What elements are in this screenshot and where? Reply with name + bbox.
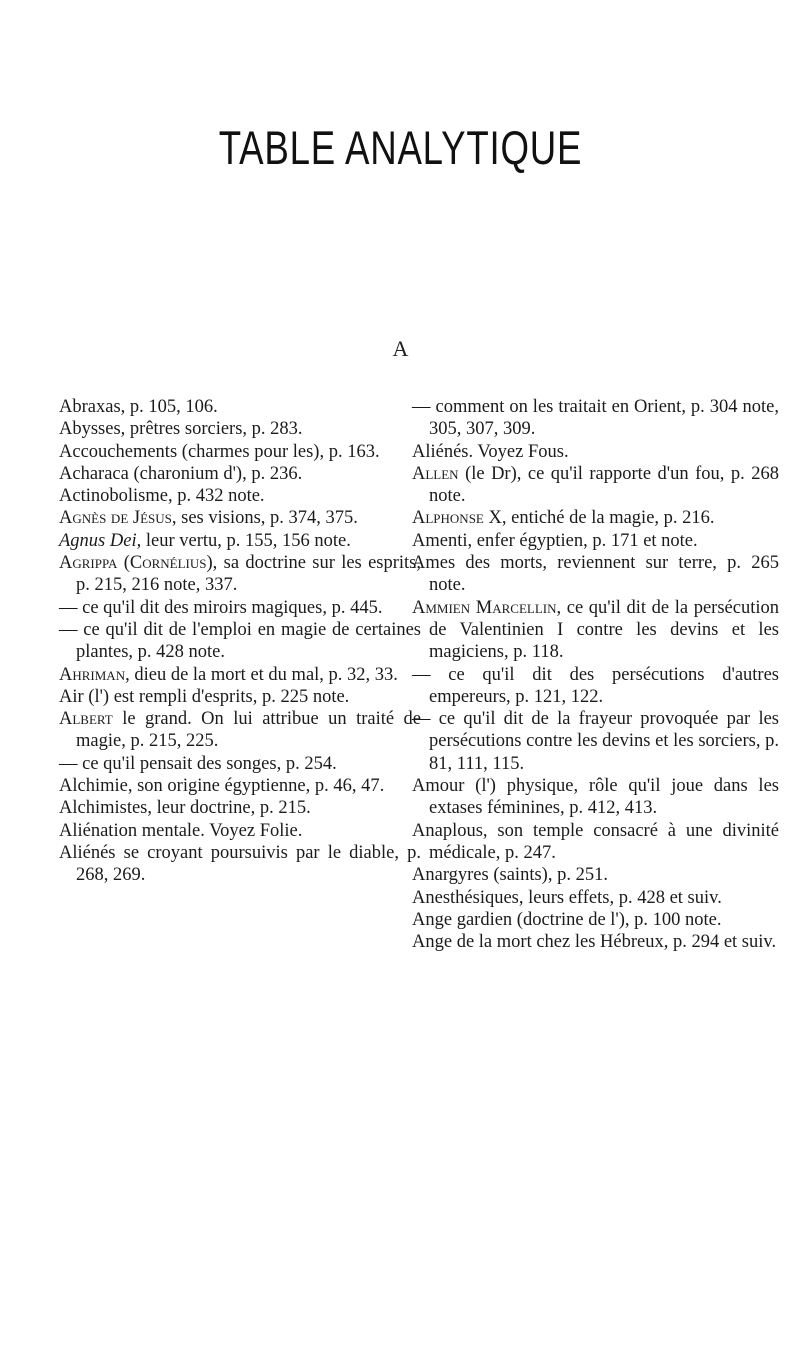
entry-head: Albert — [59, 709, 113, 730]
entry-head: Abysses — [59, 419, 121, 440]
index-column-right — [412, 396, 779, 953]
index-entry — [412, 909, 779, 931]
entry-text: le grand. On lui attribue un traité de magie, p. 215, 225. — [76, 709, 421, 752]
entry-text: , son temple consacré à une divinité médicale, p. 247. — [429, 820, 779, 863]
entry-text: , ce qu'il dit de la persécution de Valentinien I contre les devins et les magiciens, p. 118. — [429, 597, 779, 663]
entry-text: , sa doctrine sur les esprits, p. 215, 216 note, 337. — [76, 553, 421, 596]
entry-head: Accouchements — [59, 441, 178, 462]
index-entry — [59, 485, 421, 507]
entry-text: (l') est rempli d'esprits, p. 225 note. — [83, 686, 350, 707]
entry-text: gardien (doctrine de l'), p. 100 note. — [452, 909, 722, 930]
index-entry — [59, 530, 421, 552]
entry-head: Alchimie — [59, 776, 128, 797]
entry-text: — ce qu'il dit des miroirs magiques, p. 445. — [59, 597, 383, 618]
index-entry — [412, 463, 779, 508]
entry-text: , p. 432 note. — [167, 486, 265, 507]
entry-text: — ce qu'il dit de la frayeur provoquée par les persécutions contre les devins et les sorciers, p. 81, 111, 115. — [412, 709, 779, 774]
entry-head: Amour — [412, 776, 465, 797]
index-entry — [59, 820, 421, 842]
index-column-left — [59, 396, 421, 887]
entry-head: Anaplous — [412, 820, 483, 841]
entry-text: de la mort chez les Hébreux, p. 294 et suiv. — [452, 932, 777, 953]
index-entry — [59, 418, 421, 440]
entry-head: Ange — [412, 932, 453, 953]
entry-text: se croyant poursuivis par le diable, p. 268, 269. — [76, 842, 421, 886]
page-title: TABLE ANALYTIQUE — [218, 121, 583, 174]
entry-text: (saints), p. 251. — [488, 865, 608, 886]
entry-head: Actinobolisme — [59, 486, 168, 507]
entry-text: , enfer égyptien, p. 171 et note. — [467, 530, 698, 551]
index-entry — [412, 887, 779, 909]
section-letter: A — [392, 336, 409, 361]
index-entry — [59, 441, 421, 463]
entry-text: , son origine égyptienne, p. 46, 47. — [127, 776, 385, 797]
entry-head: Amenti — [412, 530, 468, 551]
entry-text: des morts, reviennent sur terre, p. 265 note. — [429, 553, 779, 596]
entry-text: (le Dr), ce qu'il rapporte d'un fou, p. 268 note. — [429, 463, 779, 507]
index-entry — [412, 664, 779, 709]
entry-text: — ce qu'il dit des persécutions d'autres empereurs, p. 121, 122. — [412, 664, 779, 707]
entry-head: Air — [59, 686, 84, 707]
entry-head: Acharaca — [59, 463, 129, 484]
entry-text: (charonium d'), p. 236. — [128, 463, 303, 484]
entry-text: , p. 105, 106. — [120, 397, 218, 417]
index-entry — [59, 842, 421, 887]
index-entry — [59, 686, 421, 708]
entry-text: (charmes pour les), p. 163. — [177, 441, 380, 462]
entry-text: — comment on les traitait en Orient, p. 304 note, 305, 307, 309. — [412, 397, 779, 440]
index-entry — [412, 530, 779, 552]
index-entry — [59, 463, 421, 485]
entry-text: — ce qu'il dit de l'emploi en magie de certaines plantes, p. 428 note. — [59, 619, 421, 663]
entry-head: Ange — [412, 909, 453, 930]
index-entry — [412, 820, 779, 865]
index-entry — [412, 552, 779, 597]
index-entry — [59, 708, 421, 753]
entry-head: Allen — [412, 463, 459, 484]
index-entry — [412, 441, 779, 463]
index-entry — [59, 775, 421, 797]
index-entry — [59, 507, 421, 529]
index-entry — [412, 775, 779, 820]
index-entry — [412, 864, 779, 886]
index-entry — [412, 931, 779, 953]
entry-head: Ahriman — [59, 664, 126, 685]
index-entry — [59, 797, 421, 819]
index-entry — [59, 753, 421, 775]
entry-text: , leurs effets, p. 428 et suiv. — [518, 887, 722, 908]
entry-head: Ames — [412, 553, 456, 574]
entry-text: — ce qu'il pensait des songes, p. 254. — [59, 753, 337, 774]
entry-text: , ses visions, p. 374, 375. — [171, 508, 358, 529]
index-entry — [412, 396, 779, 441]
entry-text: , leur doctrine, p. 215. — [147, 798, 311, 819]
index-entry — [59, 597, 421, 619]
entry-head: Abraxas — [59, 397, 121, 417]
entry-head: Agrippa (Cornélius) — [59, 553, 213, 574]
index-entry — [59, 619, 421, 664]
entry-text: (l') physique, rôle qu'il joue dans les extases féminines, p. 412, 413. — [429, 776, 779, 819]
entry-text: . Voyez Fous. — [468, 441, 569, 462]
entry-head: Anargyres — [412, 865, 489, 886]
index-entry — [412, 597, 779, 664]
entry-text: , entiché de la magie, p. 216. — [501, 508, 715, 529]
entry-text: mentale. Voyez Folie. — [137, 820, 303, 841]
index-entry — [59, 396, 421, 418]
entry-head: Alphonse X — [412, 508, 502, 529]
entry-text: , prêtres sorciers, p. 283. — [120, 419, 303, 440]
entry-head: Aliénés — [412, 441, 469, 462]
index-entry — [412, 708, 779, 775]
entry-head: Alchimistes — [59, 798, 148, 819]
entry-head: Ammien Marcellin — [412, 597, 557, 618]
entry-text: , dieu de la mort et du mal, p. 32, 33. — [125, 664, 398, 685]
entry-head: Anesthésiques — [412, 887, 519, 908]
entry-head: Agnus Dei — [59, 530, 137, 551]
index-entry — [412, 507, 779, 529]
entry-text: , leur vertu, p. 155, 156 note. — [136, 530, 351, 551]
entry-head: Aliénés — [59, 842, 116, 863]
index-entry — [59, 664, 421, 686]
entry-head: Aliénation — [59, 820, 138, 841]
entry-head: Agnès de Jésus — [59, 508, 172, 529]
index-entry — [59, 552, 421, 597]
